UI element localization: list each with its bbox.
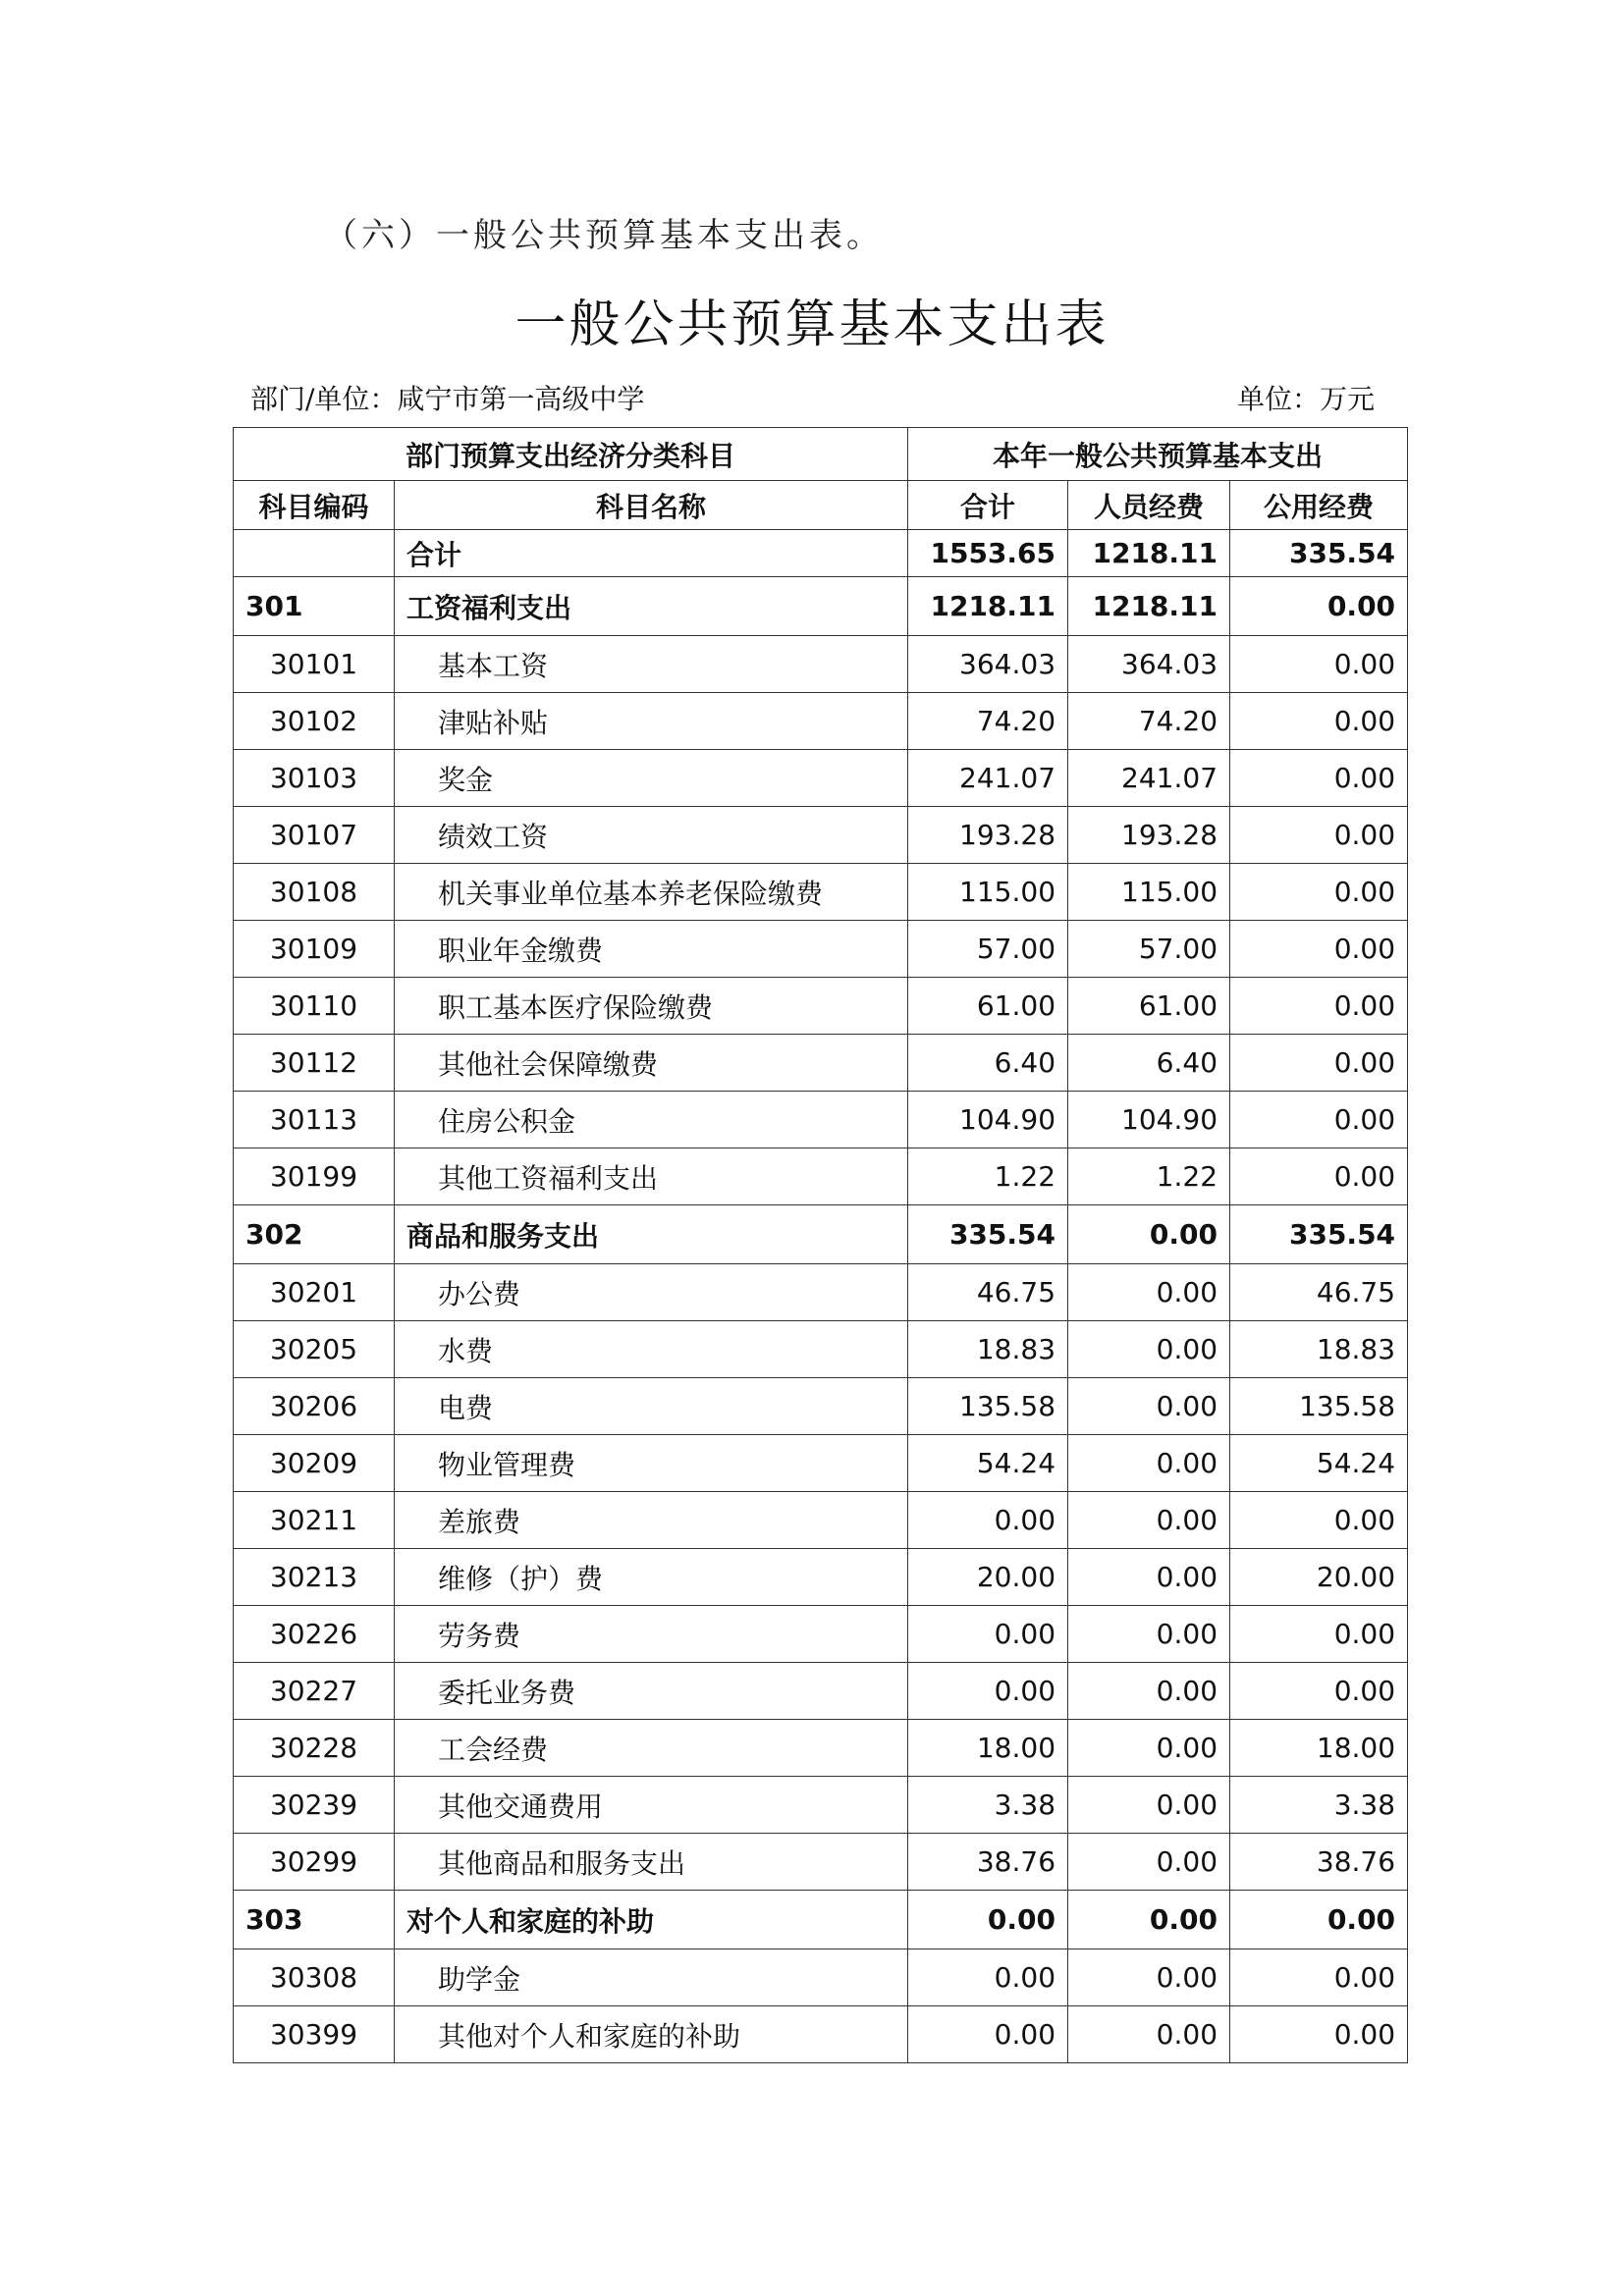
cell-name: 职工基本医疗保险缴费 <box>395 978 908 1035</box>
cell-code: 30102 <box>234 693 395 750</box>
cell-code: 30205 <box>234 1321 395 1378</box>
cell-code: 30213 <box>234 1549 395 1606</box>
cell-personnel: 0.00 <box>1068 1777 1230 1834</box>
table-row <box>234 807 1408 864</box>
cell-name: 工会经费 <box>395 1720 908 1777</box>
cell-code: 30110 <box>234 978 395 1035</box>
cell-name: 津贴补贴 <box>395 693 908 750</box>
table-row <box>234 1378 1408 1435</box>
cell-personnel: 0.00 <box>1068 1891 1230 1949</box>
cell-code: 30299 <box>234 1834 395 1891</box>
cell-total: 20.00 <box>908 1549 1068 1606</box>
header-group-right: 本年一般公共预算基本支出 <box>908 428 1408 481</box>
cell-code: 30206 <box>234 1378 395 1435</box>
cell-personnel: 115.00 <box>1068 864 1230 921</box>
cell-personnel: 0.00 <box>1068 1205 1230 1264</box>
cell-public: 0.00 <box>1230 1606 1408 1663</box>
cell-public: 335.54 <box>1230 530 1408 577</box>
cell-name: 水费 <box>395 1321 908 1378</box>
cell-code: 30227 <box>234 1663 395 1720</box>
cell-total: 18.83 <box>908 1321 1068 1378</box>
cell-personnel: 364.03 <box>1068 636 1230 693</box>
cell-personnel: 0.00 <box>1068 1549 1230 1606</box>
cell-name: 助学金 <box>395 1949 908 2006</box>
cell-public: 0.00 <box>1230 807 1408 864</box>
cell-personnel: 0.00 <box>1068 1720 1230 1777</box>
cell-public: 0.00 <box>1230 636 1408 693</box>
cell-public: 54.24 <box>1230 1435 1408 1492</box>
cell-code: 30226 <box>234 1606 395 1663</box>
cell-total: 1553.65 <box>908 530 1068 577</box>
table-row <box>234 864 1408 921</box>
cell-code: 30107 <box>234 807 395 864</box>
table-row <box>234 1777 1408 1834</box>
cell-name: 奖金 <box>395 750 908 807</box>
cell-public: 0.00 <box>1230 864 1408 921</box>
cell-personnel: 6.40 <box>1068 1035 1230 1092</box>
cell-public: 0.00 <box>1230 1492 1408 1549</box>
table-row <box>234 636 1408 693</box>
cell-total: 0.00 <box>908 1606 1068 1663</box>
cell-personnel: 1.22 <box>1068 1148 1230 1205</box>
cell-personnel: 0.00 <box>1068 2006 1230 2063</box>
category-row <box>234 1891 1408 1949</box>
cell-total: 0.00 <box>908 2006 1068 2063</box>
cell-name: 职业年金缴费 <box>395 921 908 978</box>
cell-public: 46.75 <box>1230 1264 1408 1321</box>
cell-public: 3.38 <box>1230 1777 1408 1834</box>
header-group-left: 部门预算支出经济分类科目 <box>234 428 908 481</box>
cell-total: 115.00 <box>908 864 1068 921</box>
cell-public: 38.76 <box>1230 1834 1408 1891</box>
cell-code: 30209 <box>234 1435 395 1492</box>
table-row <box>234 1148 1408 1205</box>
cell-code: 30201 <box>234 1264 395 1321</box>
cell-public: 0.00 <box>1230 750 1408 807</box>
cell-personnel: 0.00 <box>1068 1321 1230 1378</box>
cell-name: 绩效工资 <box>395 807 908 864</box>
cell-total: 57.00 <box>908 921 1068 978</box>
table-row <box>234 1663 1408 1720</box>
header-group-row <box>234 428 1408 481</box>
cell-name: 劳务费 <box>395 1606 908 1663</box>
cell-name: 其他工资福利支出 <box>395 1148 908 1205</box>
cell-name: 商品和服务支出 <box>395 1205 908 1264</box>
table-row <box>234 978 1408 1035</box>
table-row <box>234 1949 1408 2006</box>
cell-public: 0.00 <box>1230 1092 1408 1148</box>
cell-personnel: 0.00 <box>1068 1435 1230 1492</box>
cell-code: 302 <box>234 1205 395 1264</box>
table-row <box>234 1435 1408 1492</box>
cell-personnel: 1218.11 <box>1068 577 1230 636</box>
cell-personnel: 0.00 <box>1068 1663 1230 1720</box>
cell-public: 0.00 <box>1230 693 1408 750</box>
cell-personnel: 0.00 <box>1068 1378 1230 1435</box>
cell-personnel: 193.28 <box>1068 807 1230 864</box>
cell-public: 18.83 <box>1230 1321 1408 1378</box>
table-row <box>234 1720 1408 1777</box>
cell-name: 办公费 <box>395 1264 908 1321</box>
cell-code: 30112 <box>234 1035 395 1092</box>
cell-total: 364.03 <box>908 636 1068 693</box>
cell-total: 6.40 <box>908 1035 1068 1092</box>
table-row <box>234 1092 1408 1148</box>
table-row <box>234 1549 1408 1606</box>
cell-public: 0.00 <box>1230 1891 1408 1949</box>
cell-total: 241.07 <box>908 750 1068 807</box>
cell-total: 104.90 <box>908 1092 1068 1148</box>
cell-code: 30101 <box>234 636 395 693</box>
table-row <box>234 1492 1408 1549</box>
cell-personnel: 241.07 <box>1068 750 1230 807</box>
cell-public: 0.00 <box>1230 978 1408 1035</box>
cell-personnel: 0.00 <box>1068 1492 1230 1549</box>
cell-public: 0.00 <box>1230 1663 1408 1720</box>
column-header-total: 合计 <box>908 481 1068 530</box>
total-row <box>234 530 1408 577</box>
cell-code: 301 <box>234 577 395 636</box>
cell-total: 0.00 <box>908 1663 1068 1720</box>
table-row <box>234 1321 1408 1378</box>
table-row <box>234 1606 1408 1663</box>
cell-name: 工资福利支出 <box>395 577 908 636</box>
cell-name: 对个人和家庭的补助 <box>395 1891 908 1949</box>
cell-code: 30199 <box>234 1148 395 1205</box>
cell-public: 0.00 <box>1230 1035 1408 1092</box>
cell-name: 其他社会保障缴费 <box>395 1035 908 1092</box>
cell-total: 1218.11 <box>908 577 1068 636</box>
department-label: 部门/单位：咸宁市第一高级中学 <box>250 383 645 415</box>
cell-total: 61.00 <box>908 978 1068 1035</box>
cell-code: 30113 <box>234 1092 395 1148</box>
cell-name: 其他商品和服务支出 <box>395 1834 908 1891</box>
cell-name: 基本工资 <box>395 636 908 693</box>
category-row <box>234 1205 1408 1264</box>
cell-public: 0.00 <box>1230 1148 1408 1205</box>
column-header-name: 科目名称 <box>395 481 908 530</box>
cell-total: 1.22 <box>908 1148 1068 1205</box>
cell-code: 303 <box>234 1891 395 1949</box>
cell-public: 0.00 <box>1230 1949 1408 2006</box>
cell-total: 74.20 <box>908 693 1068 750</box>
cell-personnel: 74.20 <box>1068 693 1230 750</box>
cell-name: 住房公积金 <box>395 1092 908 1148</box>
column-header-public: 公用经费 <box>1230 481 1408 530</box>
cell-public: 0.00 <box>1230 921 1408 978</box>
cell-personnel: 0.00 <box>1068 1264 1230 1321</box>
cell-total: 135.58 <box>908 1378 1068 1435</box>
budget-table <box>233 427 1408 2063</box>
cell-public: 0.00 <box>1230 577 1408 636</box>
cell-personnel: 0.00 <box>1068 1949 1230 2006</box>
cell-total: 54.24 <box>908 1435 1068 1492</box>
cell-total: 3.38 <box>908 1777 1068 1834</box>
table-row <box>234 1035 1408 1092</box>
cell-personnel: 1218.11 <box>1068 530 1230 577</box>
cell-personnel: 61.00 <box>1068 978 1230 1035</box>
cell-total: 335.54 <box>908 1205 1068 1264</box>
cell-public: 0.00 <box>1230 2006 1408 2063</box>
cell-total: 193.28 <box>908 807 1068 864</box>
cell-personnel: 0.00 <box>1068 1834 1230 1891</box>
cell-personnel: 0.00 <box>1068 1606 1230 1663</box>
section-heading: （六）一般公共预算基本支出表。 <box>324 216 884 255</box>
cell-personnel: 104.90 <box>1068 1092 1230 1148</box>
cell-code: 30103 <box>234 750 395 807</box>
cell-name: 维修（护）费 <box>395 1549 908 1606</box>
category-row <box>234 577 1408 636</box>
table-row <box>234 693 1408 750</box>
cell-name: 其他交通费用 <box>395 1777 908 1834</box>
cell-personnel: 57.00 <box>1068 921 1230 978</box>
table-row <box>234 750 1408 807</box>
cell-total: 18.00 <box>908 1720 1068 1777</box>
cell-code: 30308 <box>234 1949 395 2006</box>
cell-total: 0.00 <box>908 1492 1068 1549</box>
cell-public: 20.00 <box>1230 1549 1408 1606</box>
cell-code: 30211 <box>234 1492 395 1549</box>
cell-public: 335.54 <box>1230 1205 1408 1264</box>
column-header-personnel: 人员经费 <box>1068 481 1230 530</box>
cell-code: 30239 <box>234 1777 395 1834</box>
table-row <box>234 1834 1408 1891</box>
cell-public: 135.58 <box>1230 1378 1408 1435</box>
cell-code: 30109 <box>234 921 395 978</box>
cell-name: 物业管理费 <box>395 1435 908 1492</box>
cell-code <box>234 530 395 577</box>
cell-name: 差旅费 <box>395 1492 908 1549</box>
column-header-code: 科目编码 <box>234 481 395 530</box>
cell-code: 30108 <box>234 864 395 921</box>
page-title: 一般公共预算基本支出表 <box>514 295 1110 354</box>
cell-code: 30399 <box>234 2006 395 2063</box>
table-row <box>234 1264 1408 1321</box>
table-row <box>234 2006 1408 2063</box>
cell-code: 30228 <box>234 1720 395 1777</box>
header-column-row <box>234 481 1408 530</box>
cell-name: 其他对个人和家庭的补助 <box>395 2006 908 2063</box>
cell-total: 0.00 <box>908 1891 1068 1949</box>
cell-name: 电费 <box>395 1378 908 1435</box>
table-row <box>234 921 1408 978</box>
cell-name: 委托业务费 <box>395 1663 908 1720</box>
cell-total: 38.76 <box>908 1834 1068 1891</box>
cell-name: 合计 <box>395 530 908 577</box>
cell-total: 0.00 <box>908 1949 1068 2006</box>
cell-public: 18.00 <box>1230 1720 1408 1777</box>
cell-name: 机关事业单位基本养老保险缴费 <box>395 864 908 921</box>
cell-total: 46.75 <box>908 1264 1068 1321</box>
unit-label: 单位：万元 <box>1237 383 1376 415</box>
